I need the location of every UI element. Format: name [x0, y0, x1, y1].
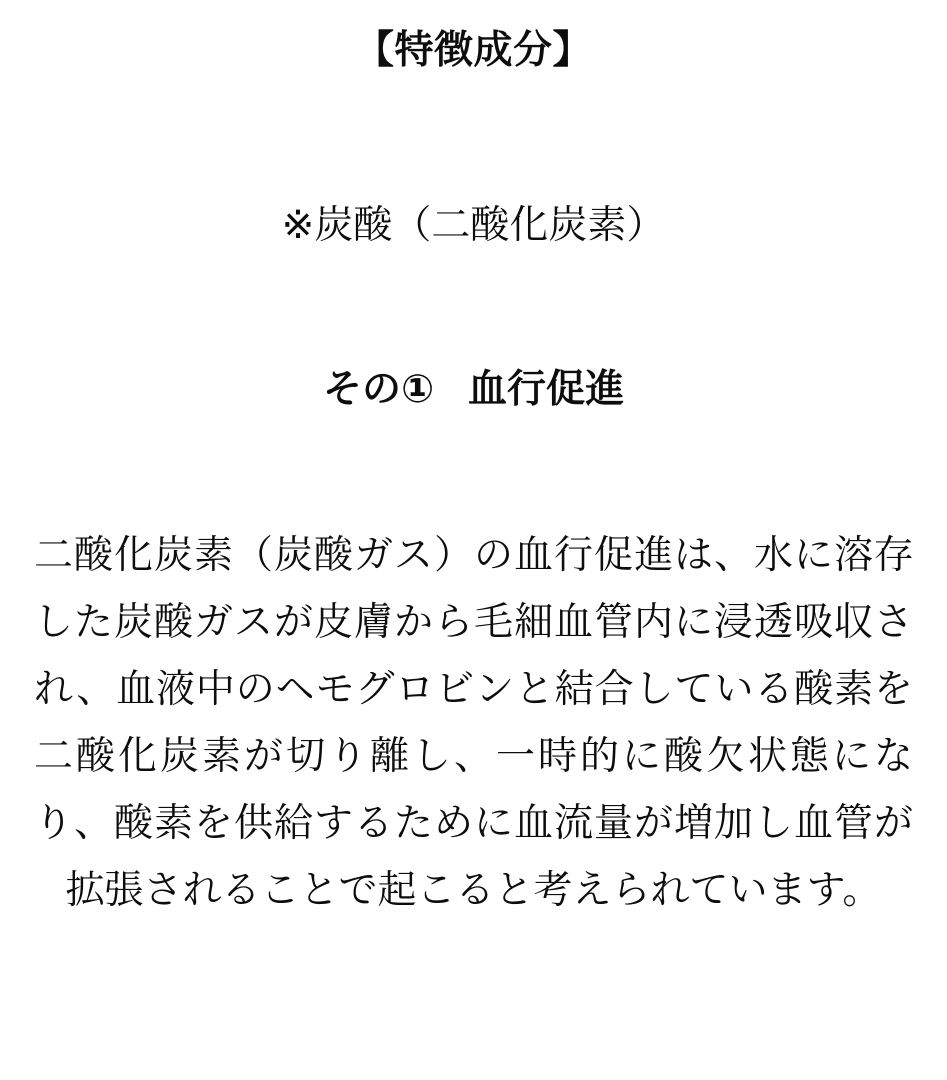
subject-line: ※炭酸（二酸化炭素）	[281, 203, 666, 247]
section-heading-title: 血行促進	[468, 368, 625, 412]
section-heading-label: その①	[322, 368, 434, 412]
body-paragraph: 二酸化炭素（炭酸ガス）の血行促進は、水に溶存した炭酸ガスが皮膚から毛細血管内に浸透吸収され、血液中のヘモグロビンと結合している酸素を二酸化炭素が切り離し、一時的に酸欠状態になり、酸素を供給するために血流量が増加し血管が拡張されることで起こると考えられています。	[34, 533, 913, 913]
section-heading	[34, 253, 913, 418]
page-title: 【特徴成分】	[354, 29, 592, 72]
